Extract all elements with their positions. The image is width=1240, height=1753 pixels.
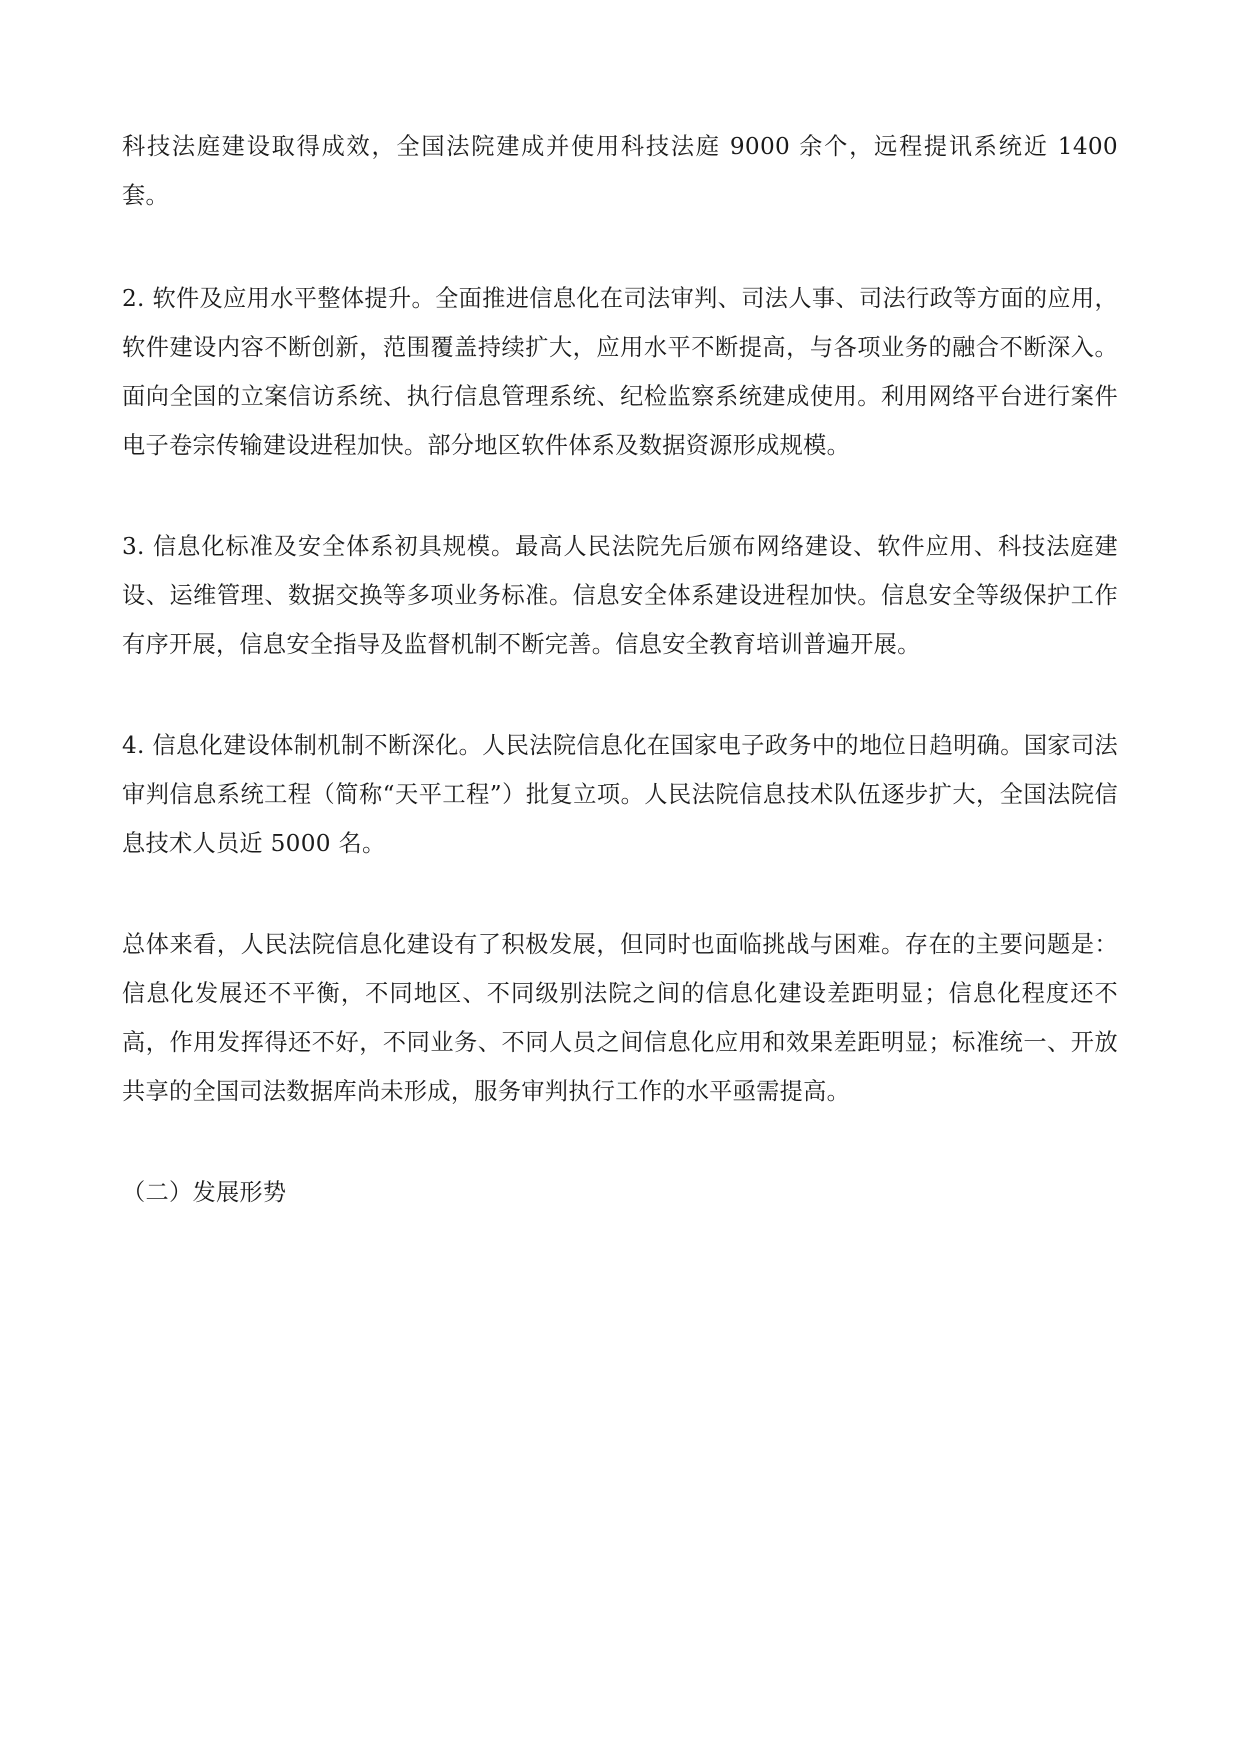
paragraph-overall-summary: 总体来看，人民法院信息化建设有了积极发展，但同时也面临挑战与困难。存在的主要问题是：信息化发展还不平衡，不同地区、不同级别法院之间的信息化建设差距明显；信息化程度还不高，作用发挥得还不好，不同业务、不同人员之间信息化应用和效果差距明显；标准统一、开放共享的全国司法数据库尚未形成，服务审判执行工作的水平亟需提高。 — [122, 931, 1118, 1105]
paragraph-software-application: 2. 软件及应用水平整体提升。全面推进信息化在司法审判、司法人事、司法行政等方面的应用，软件建设内容不断创新，范围覆盖持续扩大，应用水平不断提高，与各项业务的融合不断深入。面向全国的立案信访系统、执行信息管理系统、纪检监察系统建成使用。利用网络平台进行案件电子卷宗传输建设进程加快。部分地区软件体系及数据资源形成规模。 — [122, 285, 1118, 459]
paragraph-institutional-mechanism: 4. 信息化建设体制机制不断深化。人民法院信息化在国家电子政务中的地位日趋明确。国家司法审判信息系统工程（简称“天平工程”）批复立项。人民法院信息技术队伍逐步扩大，全国法院信息技术人员近 5000 名。 — [122, 732, 1118, 857]
paragraph-court-tech: 科技法庭建设取得成效，全国法院建成并使用科技法庭 9000 余个，远程提讯系统近 1400 套。 — [122, 133, 1118, 209]
document-body — [122, 122, 1118, 1217]
section-heading-development-trends: （二）发展形势 — [122, 1179, 287, 1206]
paragraph-standards-security: 3. 信息化标准及安全体系初具规模。最高人民法院先后颁布网络建设、软件应用、科技法庭建设、运维管理、数据交换等多项业务标准。信息安全体系建设进程加快。信息安全等级保护工作有序开展，信息安全指导及监督机制不断完善。信息安全教育培训普遍开展。 — [122, 533, 1118, 658]
